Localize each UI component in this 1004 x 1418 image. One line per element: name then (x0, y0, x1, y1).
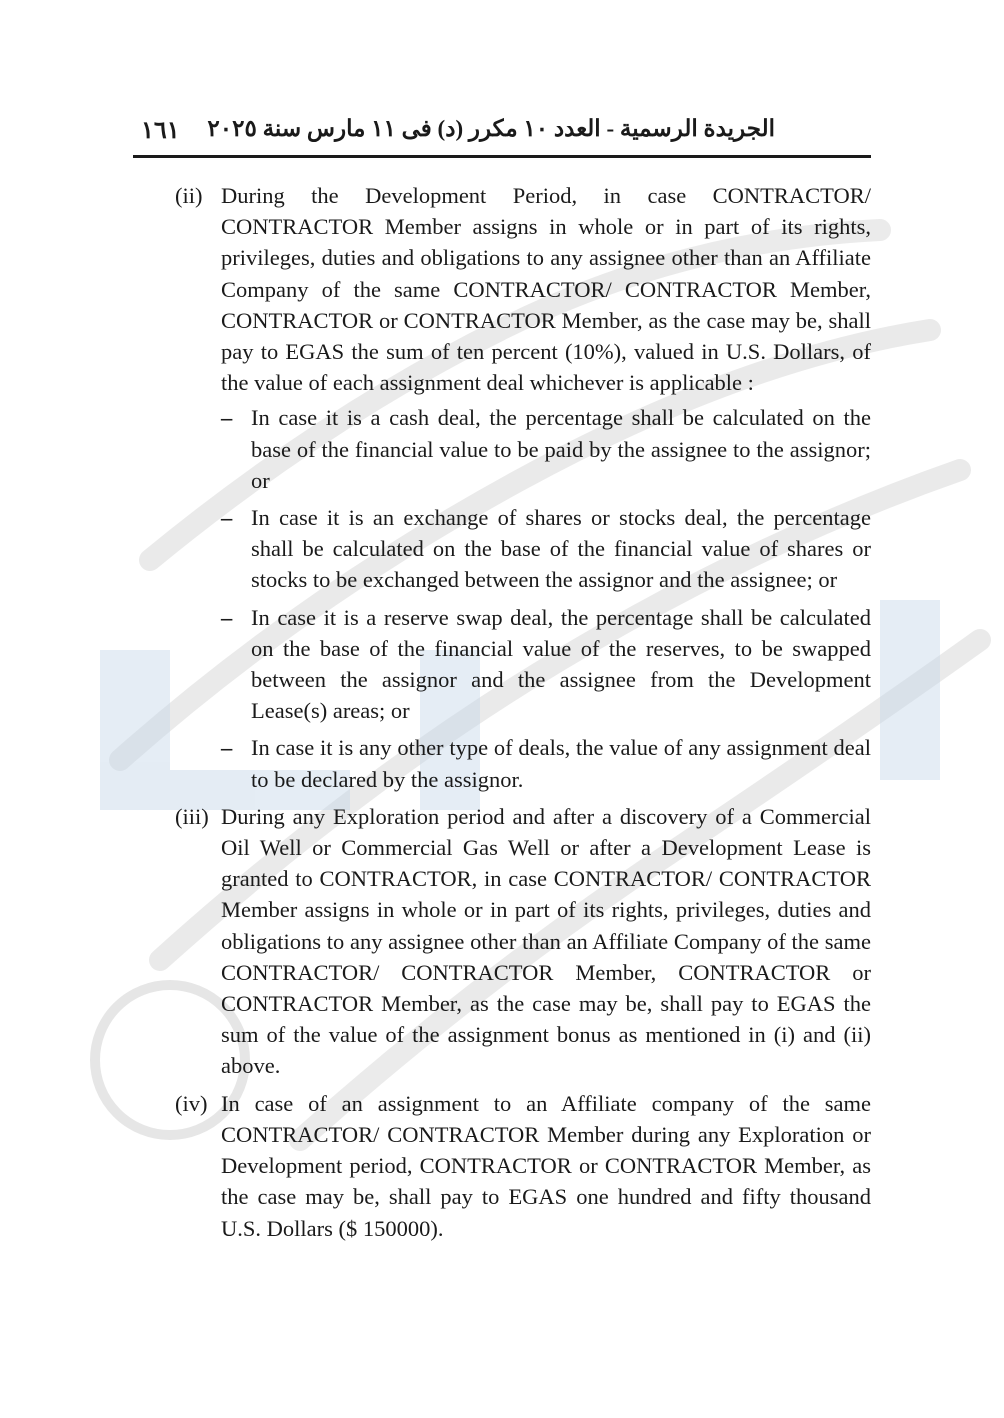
list-item-text: In case it is a cash deal, the percentage shall be calculated on the base of the financial value to be paid by the assignee to the assignor; or (251, 405, 871, 493)
dash-marker: – (221, 505, 233, 531)
list-item-text: In case it is an exchange of shares or stocks deal, the percentage shall be calculated on the base of the financial value of shares or stocks to be exchanged between the assignor and the assignee; or (251, 505, 871, 593)
clause-label: (iv) (175, 1090, 208, 1116)
list-item (221, 402, 871, 496)
document-body (175, 180, 871, 1244)
clause-label: (iii) (175, 803, 209, 829)
gazette-title: الجريدة الرسمية - العدد ١٠ مكرر (د) فى ١١ مارس سنة ٢٠٢٥ (207, 116, 775, 141)
list-item (221, 602, 871, 727)
dash-marker: – (221, 604, 233, 630)
dash-marker: – (221, 405, 233, 431)
page-number: ١٦١ (141, 118, 180, 144)
list-item-text: In case it is any other type of deals, the value of any assignment deal to be declared by the assignor. (251, 735, 871, 792)
clause-text: During any Exploration period and after a discovery of a Commercial Oil Well or Commercial Gas Well or after a Development Lease is granted to CONTRACTOR, in case CONTRACTOR/ CONTRACTOR Member assigns in whole or in part of its rights, privileges, duties and obligations to any assignee other than an Affiliate Company of the same CONTRACTOR/ CONTRACTOR Member, CONTRACTOR or CONTRACTOR Member, as the case may be, shall pay to EGAS the sum of the value of the assignment bonus as mentioned in (i) and (ii) above. (221, 803, 871, 1079)
clause-iv (175, 1088, 871, 1244)
list-item-text: In case it is a reserve swap deal, the percentage shall be calculated on the base of the financial value of the reserves, to be swapped between the assignor and the assignee from the Development Lease(s) areas; or (251, 604, 871, 724)
clause-label: (ii) (175, 183, 203, 208)
clause-text: During the Development Period, in case CONTRACTOR/ CONTRACTOR Member assigns in whole or in part of its rights, privileges, duties and obligations to any assignee other than an Affiliate Company of the same CONTRACTOR/ CONTRACTOR Member, CONTRACTOR or CONTRACTOR Member, as the case may be, shall pay to EGAS the sum of ten percent (10%), valued in U.S. Dollars, of the value of each assignment deal whichever is applicable : (221, 183, 871, 396)
header-divider (133, 155, 871, 158)
page-header (133, 112, 871, 152)
list-item (221, 732, 871, 794)
dash-marker: – (221, 735, 233, 761)
clause-iii (175, 801, 871, 1082)
clause-text: In case of an assignment to an Affiliate company of the same CONTRACTOR/ CONTRACTOR Member during any Exploration or Development period, CONTRACTOR or CONTRACTOR Member, as the case may be, shall pay to EGAS one hundred and fifty thousand U.S. Dollars ($ 150000). (221, 1090, 871, 1241)
bullet-list (221, 402, 871, 794)
clause-ii (175, 180, 871, 398)
list-item (221, 502, 871, 596)
